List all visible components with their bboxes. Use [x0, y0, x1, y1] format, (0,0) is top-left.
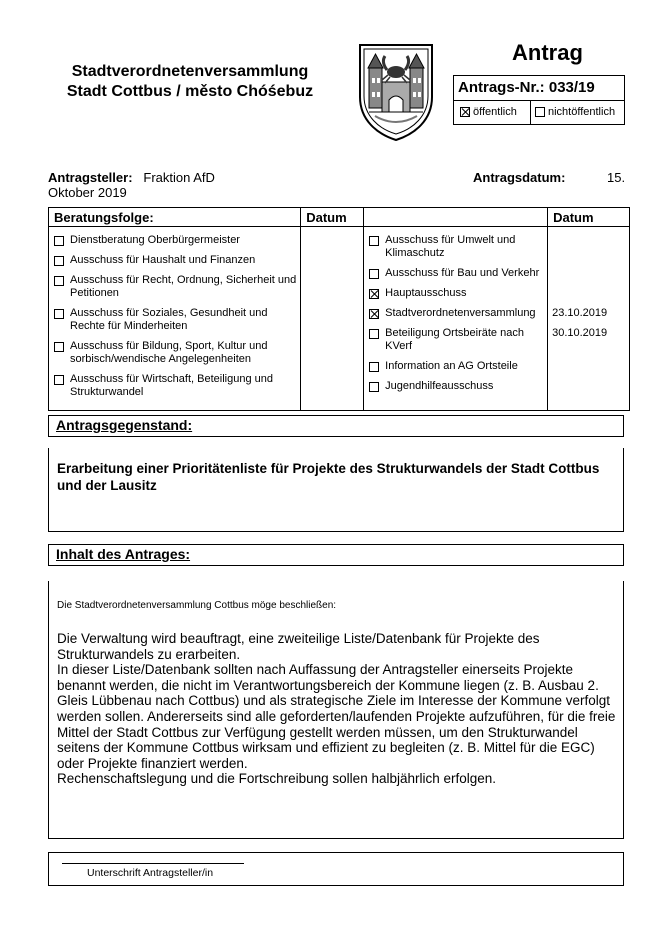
- committee-label: Information an AG Ortsteile: [385, 360, 518, 372]
- antrags-number-label: Antrags-Nr.:: [458, 79, 545, 96]
- left-committees: [49, 227, 301, 411]
- applicant-value: Fraktion AfD: [143, 170, 215, 185]
- committee-item[interactable]: [364, 304, 547, 324]
- committee-item[interactable]: [364, 377, 547, 397]
- public-option[interactable]: [460, 106, 517, 118]
- right-dates: [548, 227, 630, 411]
- date-value-continuation: Oktober 2019: [48, 185, 127, 200]
- committee-item[interactable]: [49, 304, 300, 337]
- gegenstand-heading-text: Antragsgegenstand:: [56, 417, 193, 433]
- committee-checkbox[interactable]: [54, 256, 64, 266]
- committee-item[interactable]: [49, 271, 300, 304]
- committee-label: Ausschuss für Soziales, Gesundheit und Rechte für Minderheiten: [70, 307, 268, 332]
- city-crest-icon: [357, 42, 435, 142]
- document-type-title: Antrag: [512, 40, 583, 65]
- committee-checkbox[interactable]: [369, 362, 379, 372]
- committee-label: Stadtverordnetenversammlung: [385, 307, 536, 319]
- right-committees: [364, 227, 548, 411]
- inhalt-heading: [48, 544, 624, 566]
- committee-checkbox[interactable]: [54, 342, 64, 352]
- committee-checkbox[interactable]: [369, 269, 379, 279]
- gegenstand-body: [48, 448, 624, 532]
- committee-label: Ausschuss für Bildung, Sport, Kultur und sorbisch/wendische Angelegenheiten: [70, 340, 268, 365]
- committee-checkbox[interactable]: [369, 382, 379, 392]
- committee-label: Ausschuss für Bau und Verkehr: [385, 267, 540, 279]
- date-label: Antragsdatum:: [473, 170, 566, 185]
- signature-label: Unterschrift Antragsteller/in: [87, 867, 214, 879]
- nonpublic-label: nichtöffentlich: [548, 106, 616, 118]
- committee-checkbox[interactable]: [369, 309, 379, 319]
- gegenstand-heading: [48, 415, 624, 437]
- committee-item[interactable]: [49, 337, 300, 370]
- assembly-name: [40, 62, 340, 102]
- blank-header: [364, 208, 548, 227]
- committee-label: Beteiligung Ortsbeiräte nach KVerf: [385, 327, 524, 352]
- datum-header-right: Datum: [548, 208, 630, 227]
- committee-item[interactable]: [364, 264, 547, 284]
- date-value: 15.: [607, 170, 626, 185]
- inhalt-intro: Die Stadtverordnetenversammlung Cottbus möge beschließen:: [57, 600, 337, 611]
- committee-item[interactable]: [364, 324, 547, 357]
- applicant-label: Antragsteller:: [48, 170, 133, 185]
- beratung-table: [48, 207, 630, 411]
- committee-item[interactable]: [49, 251, 300, 271]
- signature-box: [48, 852, 624, 886]
- committee-item[interactable]: [49, 370, 300, 403]
- committee-checkbox[interactable]: [369, 236, 379, 246]
- committee-checkbox[interactable]: [54, 309, 64, 319]
- committee-label: Ausschuss für Wirtschaft, Beteiligung und Strukturwandel: [70, 373, 273, 398]
- committee-checkbox[interactable]: [369, 329, 379, 339]
- nonpublic-option[interactable]: [535, 106, 615, 118]
- committee-label: Ausschuss für Recht, Ordnung, Sicherheit und Petitionen: [70, 274, 297, 299]
- committee-label: Hauptausschuss: [385, 287, 467, 299]
- applicant-row: [48, 170, 215, 185]
- committee-checkbox[interactable]: [54, 236, 64, 246]
- meeting-date: 30.10.2019: [552, 327, 608, 339]
- datum-header-left: Datum: [301, 208, 364, 227]
- inhalt-text: [57, 631, 617, 787]
- signature-line: [62, 863, 244, 864]
- committee-checkbox[interactable]: [54, 375, 64, 385]
- inhalt-paragraph: Rechenschaftslegung und die Fortschreibung sollen halbjährlich erfolgen.: [57, 771, 497, 787]
- public-label: öffentlich: [473, 106, 517, 118]
- antrags-number-box: [453, 75, 625, 125]
- committee-item[interactable]: [364, 231, 547, 264]
- committee-item[interactable]: [364, 284, 547, 304]
- committee-label: Jugendhilfeausschuss: [385, 380, 494, 392]
- assembly-line-2: Stadt Cottbus / město Chóśebuz: [66, 83, 314, 100]
- meeting-date: 23.10.2019: [552, 307, 608, 319]
- nonpublic-checkbox[interactable]: [535, 107, 545, 117]
- committee-checkbox[interactable]: [369, 289, 379, 299]
- committee-checkbox[interactable]: [54, 276, 64, 286]
- inhalt-paragraph: Die Verwaltung wird beauftragt, eine zweiteilige Liste/Datenbank für Projekte des Strukturwandels zu erarbeiten.: [57, 631, 540, 662]
- inhalt-paragraph: In dieser Liste/Datenbank sollten nach Auffassung der Antragsteller einerseits Projekte benannt werden, die nicht im Verantwortungsbereich der Kommune liegen (z. B. Ausbau 2. Gleis Lübbenau nach Cottbus) und als strategische Ziele im Interesse der Kommune verfolgt werden sollen. Andererseits sind alle geforderten/laufenden Projekte aufzuführen, für die freie Mittel der Stadt Cottbus zur Verfügung gestellt werden müssen, um den Strukturwandel seitens der Kommune Cottbus wirksam und effizient zu begleiten (z. B. Mittel für die EGC) oder Projekte finanziert werden.: [57, 662, 616, 771]
- beratung-header: Beratungsfolge:: [49, 208, 301, 227]
- committee-item[interactable]: [364, 357, 547, 377]
- gegenstand-text: Erarbeitung einer Prioritätenliste für Projekte des Strukturwandels der Stadt Cottbus und der Lausitz: [57, 461, 600, 493]
- antrags-number: [458, 79, 595, 96]
- inhalt-heading-text: Inhalt des Antrages:: [56, 546, 191, 562]
- assembly-line-1: Stadtverordnetenversammlung: [71, 63, 309, 80]
- inhalt-body: [48, 581, 624, 839]
- public-checkbox[interactable]: [460, 107, 470, 117]
- left-dates: [301, 227, 364, 411]
- committee-label: Dienstberatung Oberbürgermeister: [70, 234, 240, 246]
- committee-item[interactable]: [49, 231, 300, 251]
- committee-label: Ausschuss für Haushalt und Finanzen: [70, 254, 256, 266]
- antrags-number-value: 033/19: [548, 79, 595, 96]
- committee-label: Ausschuss für Umwelt und Klimaschutz: [385, 234, 516, 259]
